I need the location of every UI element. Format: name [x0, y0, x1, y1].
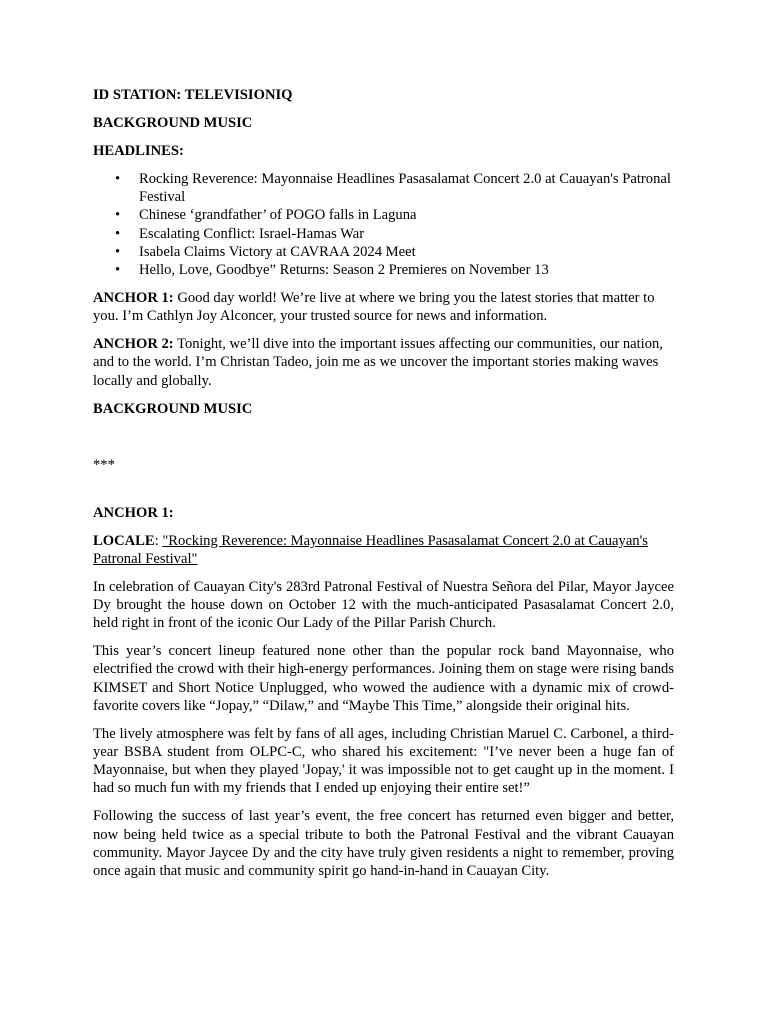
- bullet-icon: •: [115, 262, 121, 279]
- list-item: • Isabela Claims Victory at CAVRAA 2024 Meet: [115, 243, 416, 260]
- story-anchor-label: ANCHOR 1:: [93, 504, 174, 521]
- id-station-line: ID STATION: TELEVISIONIQ: [93, 87, 293, 103]
- anchor2-label: ANCHOR 2:: [93, 336, 174, 353]
- bullet-icon: •: [115, 225, 121, 242]
- story-paragraph: This year’s concert lineup featured none other than the popular rock band Mayonnaise, who electrified the crowd with their high-energy performances. Joining them on stage were rising bands KIMSET and Short Notice Unplugged, who wowed the audience with a dynamic mix of crowd-favorite covers like “Jopay,” “Dilaw,” and “Maybe This Time,” alongside their original hits.: [93, 643, 674, 714]
- story-paragraph: Following the success of last year’s event, the free concert has returned even bigger and better, now being held twice as a special tribute to both the Patronal Festival and the vibrant Cauayan community. Mayor Jaycee Dy and the city have truly given residents a night to remember, proving once again that music and community spirit go hand-in-hand in Cauayan City.: [93, 808, 674, 880]
- list-item: • Hello, Love, Goodbye” Returns: Season 2 Premieres on November 13: [115, 262, 549, 279]
- list-item: • Chinese ‘grandfather’ of POGO falls in Laguna: [115, 207, 417, 224]
- anchor1-intro: [93, 289, 674, 325]
- bullet-icon: •: [115, 171, 121, 187]
- locale-title: "Rocking Reverence: Mayonnaise Headlines Pasasalamat Concert 2.0 at Cauayan's Patronal Festival": [93, 532, 648, 567]
- anchor1-text: Good day world! We’re live at where we bring you the latest stories that matter to you. I’m Cathlyn Joy Alconcer, your trusted source for news and information.: [93, 290, 655, 325]
- anchor2-intro: [93, 335, 674, 390]
- anchor2-text: Tonight, we’ll dive into the important issues affecting our communities, our nation, and to the world. I’m Christan Tadeo, join me as we uncover the important stories making waves locally and globally.: [93, 336, 663, 389]
- document-page: [93, 86, 674, 890]
- list-item: • Escalating Conflict: Israel-Hamas War: [115, 225, 365, 242]
- locale-label: LOCALE: [93, 532, 155, 549]
- bullet-icon: •: [115, 243, 121, 260]
- story-paragraph: The lively atmosphere was felt by fans of all ages, including Christian Maruel C. Carbonel, a third-year BSBA student from OLPC-C, who shared his excitement: "I’ve never been a huge fan of Mayonnaise, but when they played 'Jopay,' it was impossible not to get caught up in the moment. I had so much fun with my friends that I ended up enjoying their entire set!”: [93, 725, 674, 797]
- headlines-heading: HEADLINES:: [93, 143, 184, 159]
- headlines-list: [93, 170, 674, 279]
- story-paragraph: In celebration of Cauayan City's 283rd Patronal Festival of Nuestra Señora del Pilar, Mayor Jaycee Dy brought the house down on October 12 with the much-anticipated Pasasalamat Concert 2.0, held right in front of the iconic Our Lady of the Pillar Parish Church.: [93, 578, 674, 632]
- bullet-icon: •: [115, 207, 121, 224]
- background-music-cue: BACKGROUND MUSIC: [93, 115, 253, 131]
- section-separator: ***: [93, 456, 115, 473]
- locale-line: LOCALE: "Rocking Reverence: Mayonnaise Headlines Pasasalamat Concert 2.0 at Cauayan's Patronal Festival": [93, 532, 648, 567]
- anchor1-label: ANCHOR 1:: [93, 290, 174, 307]
- list-item: • Rocking Reverence: Mayonnaise Headlines Pasasalamat Concert 2.0 at Cauayan's Patronal Festival: [115, 171, 671, 206]
- background-music-cue-2: BACKGROUND MUSIC: [93, 400, 253, 417]
